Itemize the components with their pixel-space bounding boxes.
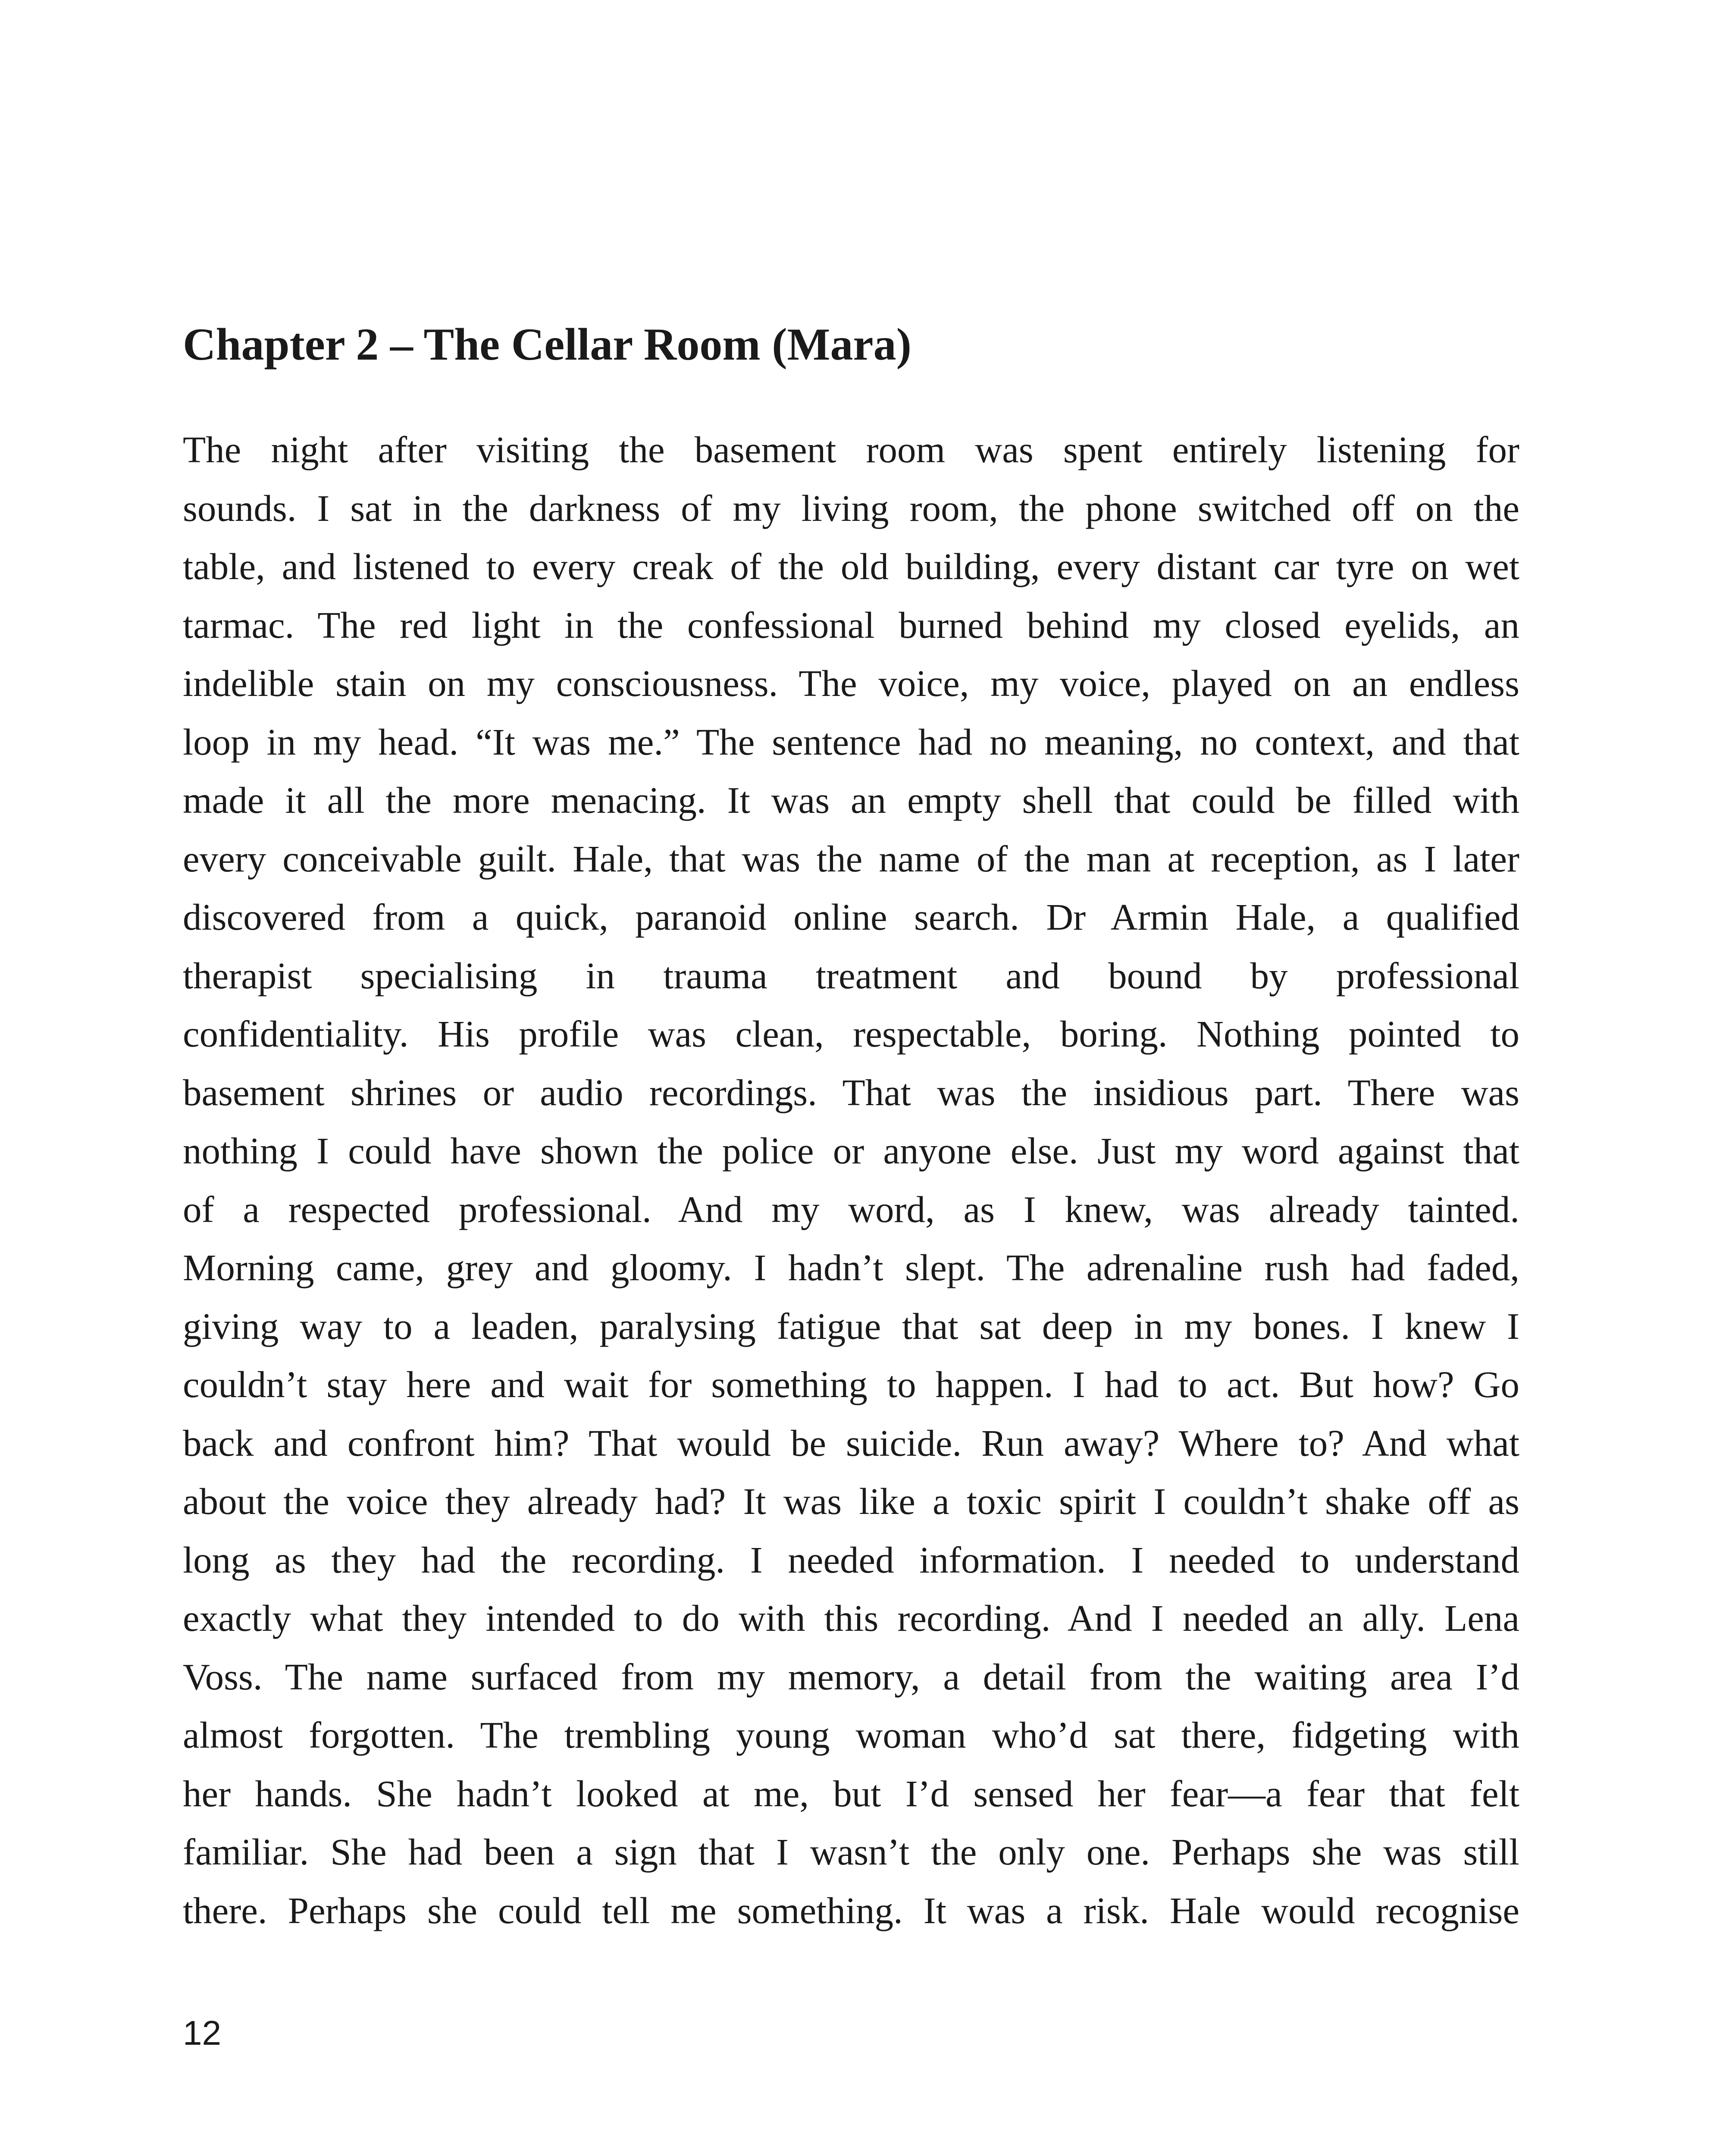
body-line: The night after visiting the basement room was spent entirely listening for	[183, 429, 1519, 470]
body-line: there. Perhaps she could tell me something. It was a risk. Hale would recognise	[183, 1889, 1519, 1931]
body-line: confidentiality. His profile was clean, respectable, boring. Nothing pointed to	[183, 1013, 1519, 1055]
body-line: basement shrines or audio recordings. That was the insidious part. There was	[183, 1071, 1519, 1113]
body-line: giving way to a leaden, paralysing fatigue that sat deep in my bones. I knew I	[183, 1305, 1519, 1347]
chapter-body	[183, 420, 1519, 1940]
page-number: 12	[183, 2014, 221, 2052]
body-line: discovered from a quick, paranoid online search. Dr Armin Hale, a qualified	[183, 896, 1519, 938]
body-line: sounds. I sat in the darkness of my living room, the phone switched off on the	[183, 487, 1519, 529]
body-line: long as they had the recording. I needed information. I needed to understand	[183, 1539, 1519, 1581]
body-line: about the voice they already had? It was like a toxic spirit I couldn’t shake off as	[183, 1480, 1519, 1522]
body-line: almost forgotten. The trembling young woman who’d sat there, fidgeting with	[183, 1714, 1519, 1756]
body-line: table, and listened to every creak of the old building, every distant car tyre on wet	[183, 545, 1519, 587]
body-line: back and confront him? That would be suicide. Run away? Where to? And what	[183, 1422, 1519, 1464]
body-line: familiar. She had been a sign that I wasn’t the only one. Perhaps she was still	[183, 1831, 1519, 1873]
body-line: nothing I could have shown the police or anyone else. Just my word against that	[183, 1130, 1519, 1172]
body-line: of a respected professional. And my word, as I knew, was already tainted.	[183, 1188, 1519, 1230]
body-line: made it all the more menacing. It was an empty shell that could be filled with	[183, 779, 1519, 821]
body-line: exactly what they intended to do with this recording. And I needed an ally. Lena	[183, 1597, 1519, 1639]
body-line: her hands. She hadn’t looked at me, but I’d sensed her fear—a fear that felt	[183, 1772, 1519, 1814]
body-line: couldn’t stay here and wait for something to happen. I had to act. But how? Go	[183, 1363, 1519, 1405]
body-line: every conceivable guilt. Hale, that was the name of the man at reception, as I later	[183, 837, 1519, 880]
body-line: Morning came, grey and gloomy. I hadn’t slept. The adrenaline rush had faded,	[183, 1247, 1519, 1288]
body-line: Voss. The name surfaced from my memory, a detail from the waiting area I’d	[183, 1655, 1519, 1698]
body-line: tarmac. The red light in the confessional burned behind my closed eyelids, an	[183, 604, 1519, 646]
body-line: therapist specialising in trauma treatment and bound by professional	[183, 954, 1519, 997]
chapter-title: Chapter 2 – The Cellar Room (Mara)	[183, 319, 911, 370]
body-line: loop in my head. “It was me.” The sentence had no meaning, no context, and that	[183, 721, 1519, 763]
body-line: indelible stain on my consciousness. The voice, my voice, played on an endless	[183, 662, 1519, 704]
